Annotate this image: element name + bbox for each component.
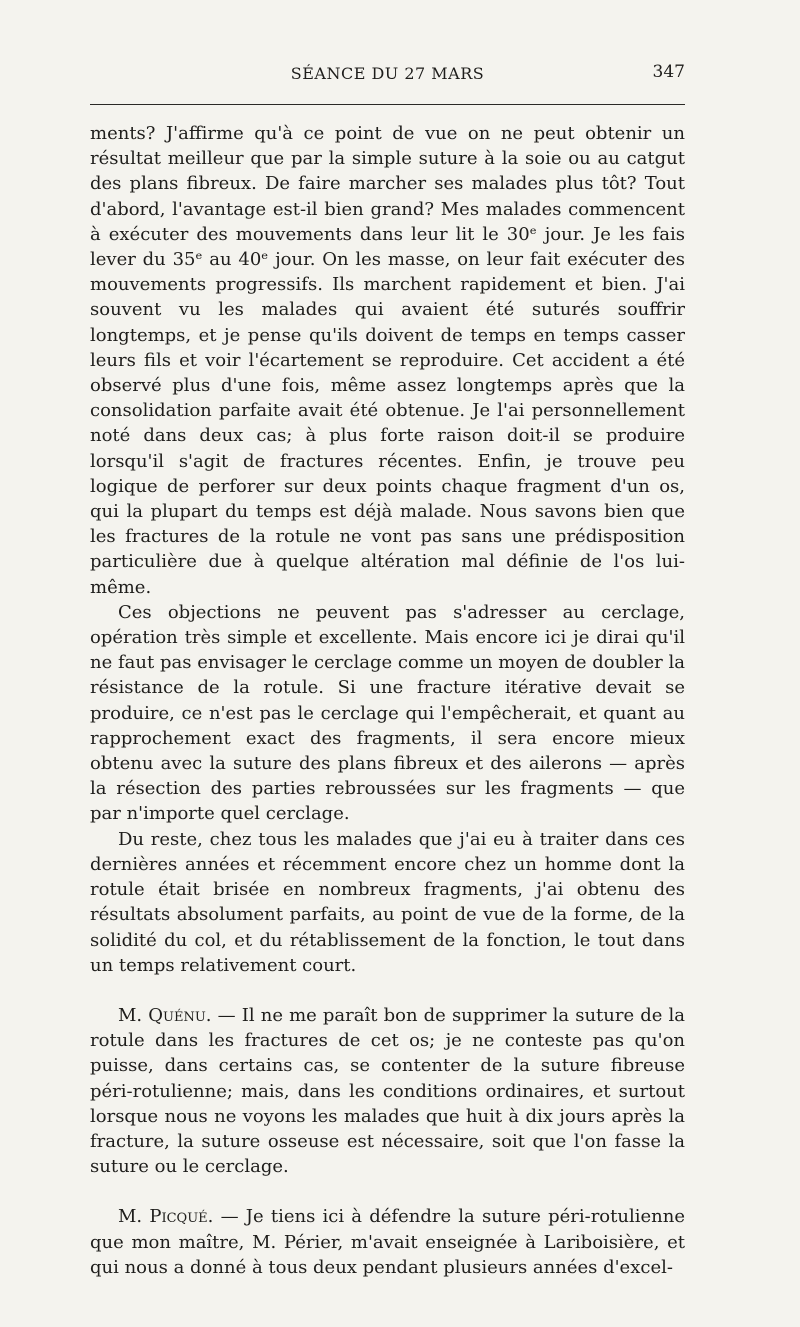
paragraph-continuation: ments? J'affirme qu'à ce point de vue on ne peut obtenir un résultat meilleur que par la simple suture à la soie ou au catgut des plans fibreux. De faire marcher ses malades plus tôt? Tout d'abord, l'avantage est-il bien grand? Mes malades commencent à exécuter des mouvements dans leur lit le 30ᵉ jour. Je les fais lever du 35ᵉ au 40ᵉ jour. On les masse, on leur fait exécuter des mouvements progressifs. Ils marchent rapidement et bien. J'ai souvent vu les malades qui avaient été suturés souffrir longtemps, et je pense qu'ils doivent de temps en temps casser leurs fils et voir l'écartement se reproduire. Cet accident a été observé plus d'une fois, même assez longtemps après que la consolidation parfaite avait été obtenue. Je l'ai personnellement noté dans deux cas; à plus forte raison doit-il se produire lorsqu'il s'agit de fractures récentes. Enfin, je trouve peu logique de perforer sur deux points chaque fragment d'un os, qui la plupart du temps est déjà malade. Nous savons bien que les fractures de la rotule ne vont pas sans une prédisposition particulière due à quelque altération mal définie de l'os lui-même. [90,123,685,598]
speech-text: — Je tiens ici à défendre la suture péri-rotulienne que mon maître, M. Périer, m'avait enseignée à Lariboisière, et qui nous a donné à tous deux pendant plusieurs années d'excel- [90,1206,685,1278]
body-text [90,121,685,1280]
header-rule [90,104,685,105]
speaker-name: M. Quénu. [118,1004,212,1026]
paragraph-cerclage: Ces objections ne peuvent pas s'adresser au cerclage, opération très simple et excellente. Mais encore ici je dirai qu'il ne faut pas envisager le cerclage comme un moyen de doubler la résistance de la rotule. Si une fracture itérative devait se produire, ce n'est pas le cerclage qui l'empêcherait, et quant au rapprochement exact des fragments, il sera encore mieux obtenu avec la suture des plans fibreux et des ailerons — après la résection des parties rebroussées sur les fragments — que par n'importe quel cerclage. [90,601,685,825]
speaker-name: M. Picqué. [118,1206,214,1228]
page-number: 347 [652,62,685,82]
speech-picque [90,1204,685,1280]
speech-text: — Il ne me paraît bon de supprimer la suture de la rotule dans les fractures de cet os; je ne conteste pas qu'on puisse, dans certains cas, se contenter de la suture fibreuse péri-rotulienne; mais, dans les conditions ordinaires, et surtout lorsque nous ne voyons les malades que huit à dix jours après la fracture, la suture osseuse est nécessaire, soit que l'on fasse la suture ou le cerclage. [90,1004,686,1178]
running-title: SÉANCE DU 27 MARS [290,64,485,83]
speech-quenu [90,1003,685,1179]
running-head [90,62,685,88]
paragraph-results: Du reste, chez tous les malades que j'ai eu à traiter dans ces dernières années et récemment encore chez un homme dont la rotule était brisée en nombreux fragments, j'ai obtenu des résultats absolument parfaits, au point de vue de la forme, de la solidité du col, et du rétablissement de la fonction, le tout dans un temps relativement court. [90,828,685,976]
